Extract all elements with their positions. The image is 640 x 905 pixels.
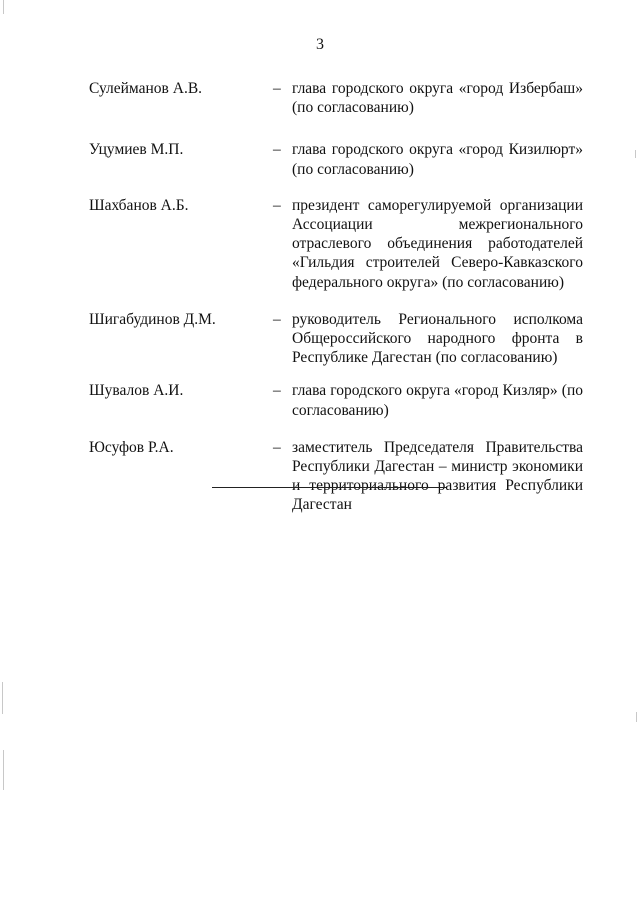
dash-separator: – [273,310,281,328]
member-name: Шахбанов А.Б. [89,196,189,214]
member-name: Шувалов А.И. [89,382,184,400]
list-item [0,438,640,515]
member-name: Сулейманов А.В. [89,80,203,97]
scan-edge-mark [636,712,637,722]
member-role: президент саморегулируемой организации Ассоциации межрегионального отраслевого объединения работодателей «Гильдия строителей Северо-Кавказского федерального округа» (по согласованию) [292,196,583,291]
member-name: Уцумиев М.П. [89,141,184,159]
dash-separator: – [273,438,281,456]
list-item [0,196,640,292]
scan-edge-mark [3,750,4,790]
member-name: Шигабудинов Д.М. [89,310,216,328]
member-role: заместитель Председателя Правительства Республики Дагестан – министр экономики и территориального развития Республики Дагестан [292,438,583,514]
members-list [0,79,640,515]
member-role: глава городского округа «город Кизилюрт» (по согласованию) [292,141,583,178]
list-item [0,310,640,368]
list-item [0,381,640,419]
member-role: глава городского округа «город Избербаш» (по согласованию) [292,80,583,117]
page-number: 3 [316,36,324,53]
scan-edge-mark [2,682,3,714]
member-role: руководитель Регионального исполкома Общероссийского народного фронта в Республике Дагестан (по согласованию) [292,310,583,367]
dash-separator: – [273,141,281,159]
dash-separator: – [273,196,281,214]
end-of-list-rule [212,487,446,488]
list-item [0,79,640,117]
member-name: Юсуфов Р.А. [89,438,174,456]
scan-edge-mark [3,0,4,14]
member-role: глава городского округа «город Кизляр» (по согласованию) [292,382,583,419]
list-item [0,140,640,178]
dash-separator: – [273,382,281,400]
dash-separator: – [273,80,281,97]
